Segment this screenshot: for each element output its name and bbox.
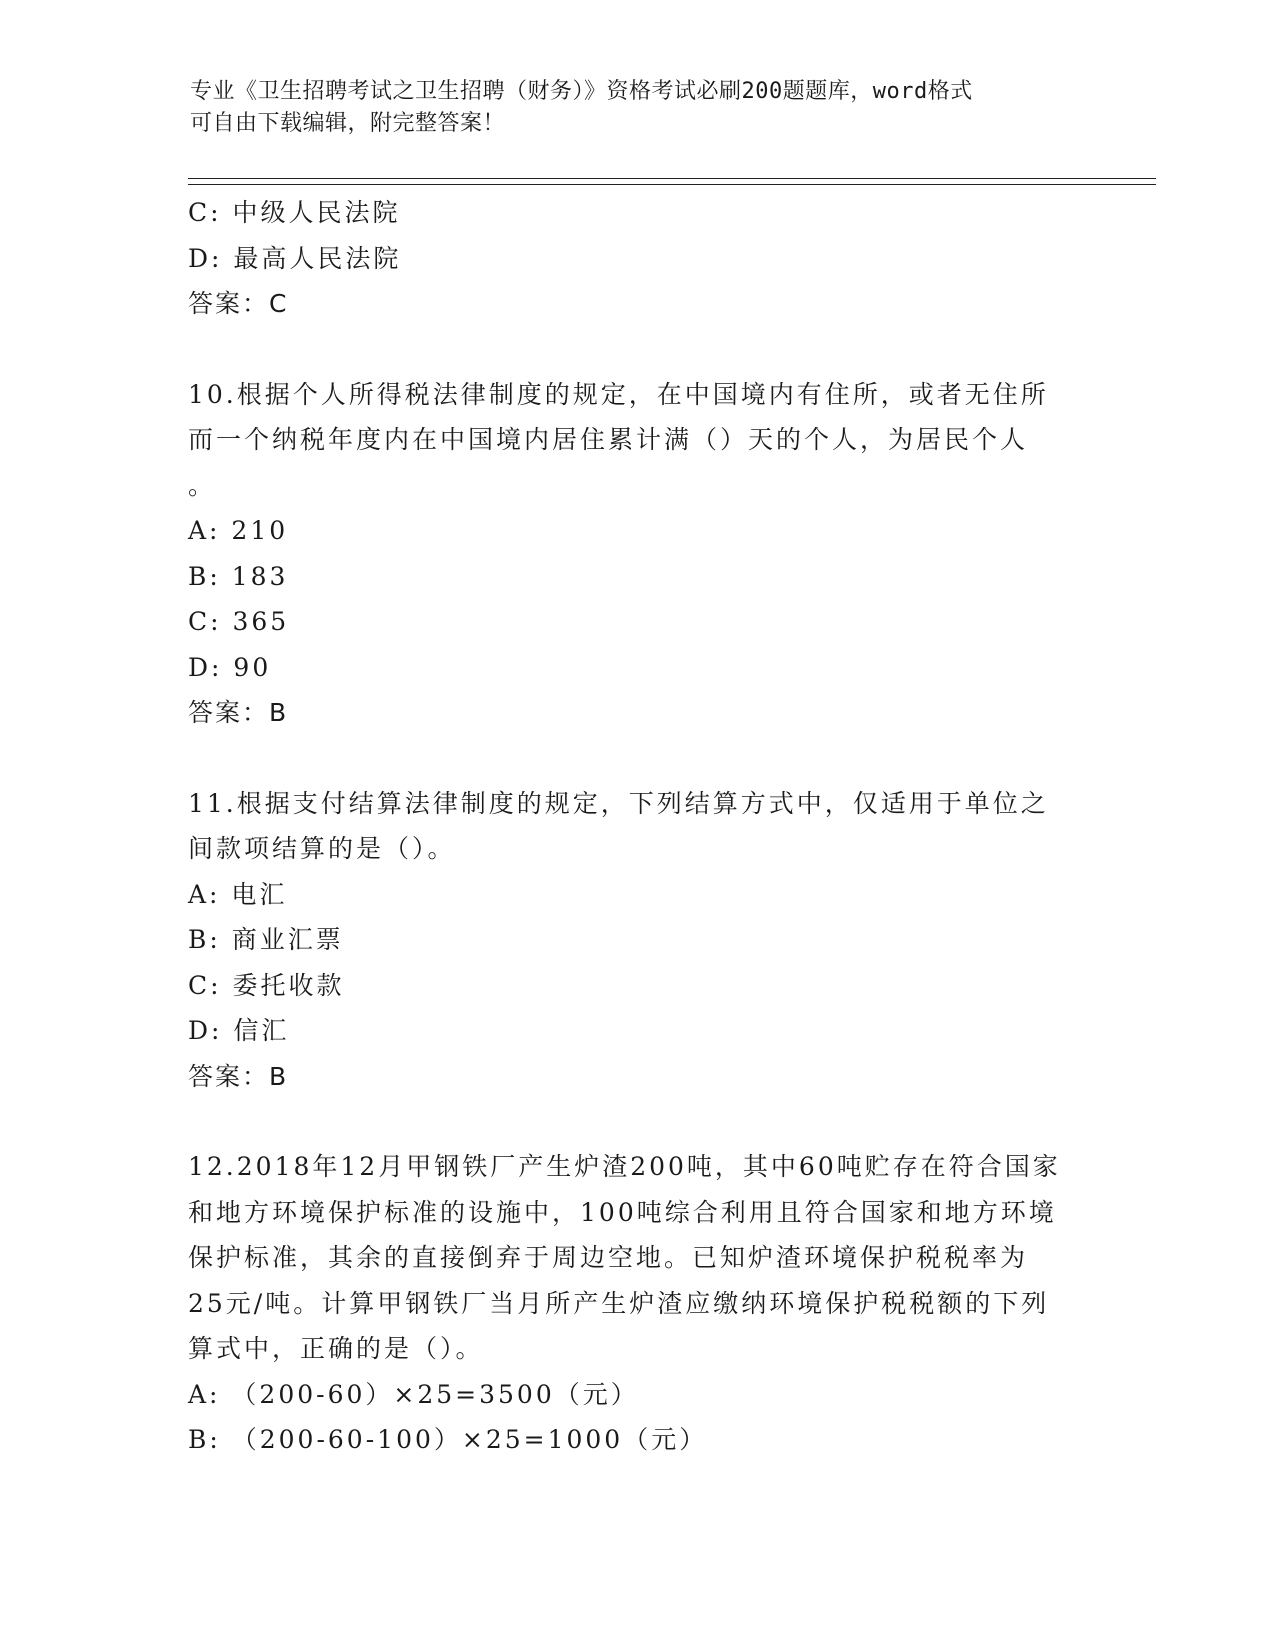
spacer [188,327,1088,372]
option-c: C: 365 [188,607,290,636]
document-header [190,76,1090,140]
question-12 [188,1144,1088,1463]
option-c: C: 委托收款 [188,970,345,1000]
question-text-line: 而一个纳税年度内在中国境内居住累计满（）天的个人，为居民个人 [188,425,1029,454]
option-c: C: 中级人民法院 [188,198,401,227]
option-d: D: 信汇 [188,1016,290,1045]
question-text-line: 10.根据个人所得税法律制度的规定，在中国境内有住所，或者无住所 [188,379,1049,409]
option-d: D: 90 [188,652,272,682]
question-text-line: 保护标准，其余的直接倒弃于周边空地。已知炉渣环境保护税税率为 [188,1243,1029,1272]
spacer [188,736,1088,781]
question-text-line: 25元/吨。计算甲钢铁厂当月所产生炉渣应缴纳环境保护税税额的下列 [188,1288,1050,1318]
question-9 [188,190,1088,327]
question-11 [188,781,1088,1100]
question-text-line: 和地方环境保护标准的设施中，100吨综合利用且符合国家和地方环境 [188,1197,1057,1227]
question-text-line: 。 [188,470,217,500]
question-text-line: 12.2018年12月甲钢铁厂产生炉渣200吨，其中60吨贮存在符合国家 [188,1152,1061,1181]
question-10 [188,372,1088,736]
spacer [188,1099,1088,1144]
header-divider [188,178,1156,185]
document-body [188,190,1088,1463]
answer: 答案：C [188,289,289,318]
option-b: B: 183 [188,561,289,591]
header-title-line-2: 可自由下载编辑，附完整答案！ [190,111,506,136]
option-a: A: 210 [188,516,289,545]
question-text-line: 算式中，正确的是（）。 [188,1334,484,1363]
option-b: B: （200-60-100）×25=1000（元） [188,1425,708,1454]
answer: 答案：B [188,1061,289,1091]
option-d: D: 最高人民法院 [188,243,402,273]
option-b: B: 商业汇票 [188,925,344,954]
option-a: A: 电汇 [188,879,288,909]
option-a: A: （200-60）×25=3500（元） [188,1379,639,1409]
question-text-line: 11.根据支付结算法律制度的规定，下列结算方式中，仅适用于单位之 [188,788,1049,818]
question-text-line: 间款项结算的是（）。 [188,834,456,863]
header-title-line-1: 专业《卫生招聘考试之卫生招聘（财务）》资格考试必刷200题题库，word格式 [190,79,973,104]
answer: 答案：B [188,698,289,727]
